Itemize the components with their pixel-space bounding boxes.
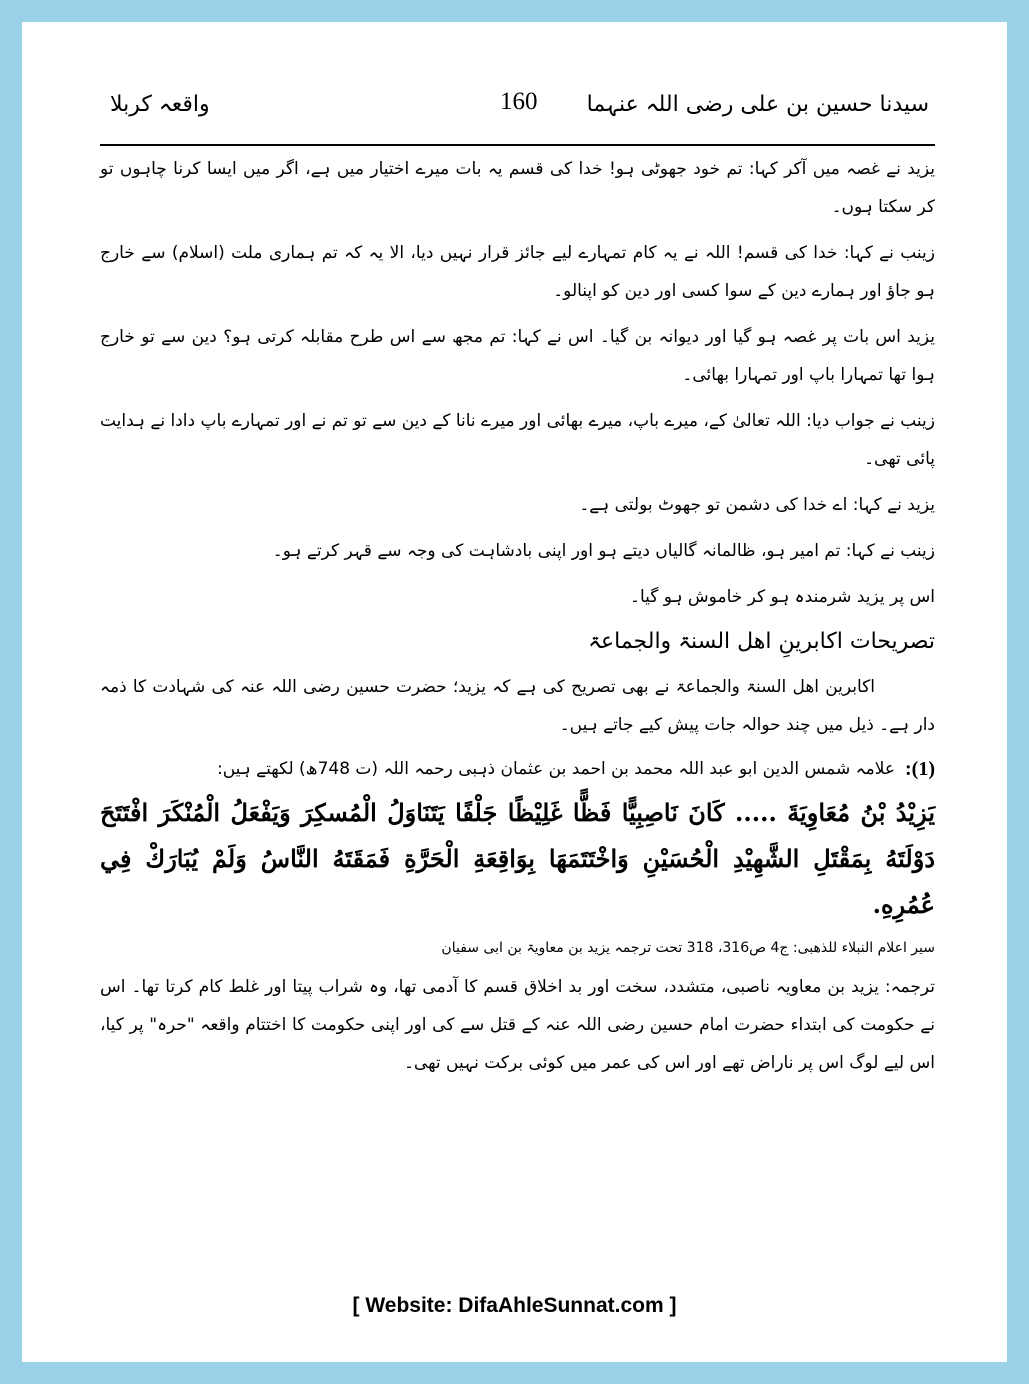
section-heading: تصریحات اکابرینِ اھل السنۃ والجماعۃ [588,629,935,654]
page [22,22,1007,1362]
reference-citation: سیر اعلام النبلاء للذھبی: ج4 ص316، 318 تحت ترجمہ یزید بن معاویۃ بن ابی سفیان [441,940,935,956]
website-footer: [ Website: DifaAhleSunnat.com ] [352,1294,677,1317]
intro-paragraph: اکابرین اھل السنۃ والجماعۃ نے بھی تصریح کی ہے کہ یزید؛ حضرت حسین رضی اللہ عنہ کی شہادت کا ذمہ دار ہے۔ ذیل میں چند حوالہ جات پیش کیے جاتے ہیں۔ [100,677,935,735]
paragraph: یزید اس بات پر غصہ ہو گیا اور دیوانہ بن گیا۔ اس نے کہا: تم مجھ سے اس طرح مقابلہ کرتی ہو؟ دین سے تو خارج ہوا تھا تمہارا باپ اور تمہارا بھائی۔ [100,327,935,385]
paragraph: زینب نے کہا: خدا کی قسم! اللہ نے یہ کام تمہارے لیے جائز قرار نہیں دیا، الا یہ کہ تم ہماری ملت (اسلام) سے خارج ہو جاؤ اور ہمارے دین کے سوا کسی اور دین کو اپنالو۔ [100,243,935,301]
page-number: 160 [500,88,538,115]
chapter-title: واقعہ کربلا [110,92,210,117]
translation-paragraph: ترجمہ: یزید بن معاویہ ناصبی، متشدد، سخت اور بد اخلاق قسم کا آدمی تھا، وہ شراب پیتا اور غلط کام کرتا تھا۔ اس نے حکومت کی ابتداء حضرت امام حسین رضی اللہ عنہ کے قتل سے کی اور اپنی حکومت کا اختتام واقعہ "حرہ" پر کیا، اس لیے لوگ اس پر ناراض تھے اور اس کی عمر میں کوئی برکت نہیں تھی۔ [100,977,935,1073]
page-header [100,84,935,146]
paragraph: یزید نے غصہ میں آکر کہا: تم خود جھوٹی ہو! خدا کی قسم یہ بات میرے اختیار میں ہے، اگر میں ایسا کرنا چاہوں تو کر سکتا ہوں۔ [100,159,935,217]
page-body [100,150,935,1090]
paragraph: زینب نے کہا: تم امیر ہو، ظالمانہ گالیاں دیتے ہو اور اپنی بادشاہت کی وجہ سے قہر کرتے ہو۔ [272,541,935,561]
quote-number: (1): [905,758,935,780]
paragraph: اس پر یزید شرمندہ ہو کر خاموش ہو گیا۔ [630,587,935,607]
paragraph: زینب نے جواب دیا: اللہ تعالیٰ کے، میرے باپ، میرے بھائی اور میرے نانا کے دین سے تو تم نے اور تمہارے باپ دادا نے ہدایت پائی تھی۔ [99,411,935,469]
paragraph: یزید نے کہا: اے خدا کی دشمن تو جھوٹ بولتی ہے۔ [579,495,935,515]
quote-author-line: علامہ شمس الدین ابو عبد اللہ محمد بن احمد بن عثمان ذہبی رحمہ اللہ (ت 748ھ) لکھتے ہیں: [216,759,895,779]
book-title: سیدنا حسین بن علی رضی اللہ عنہما [586,92,929,117]
quote-header [100,752,935,786]
arabic-quote: يَزِيْدُ بْنُ مُعَاوِيَةَ ..... كَانَ نَاصِبِيًّا فَظًّا غَلِيْظًا جَلْفًا يَتَنَاوَلُ الْمُسكِرَ وَيَفْعَلُ الْمُنْكَرَ افْتَتَحَ دَوْلَتَهُ بِمَقْتَلِ الشَّهِيْدِ الْحُسَيْنِ وَاخْتَتَمَهَا بِوَاقِعَةِ الْحَرَّةِ فَمَقَتَهُ النَّاسُ وَلَمْ يُبَارَكْ فِي عُمُرِهِ. [100,798,935,919]
